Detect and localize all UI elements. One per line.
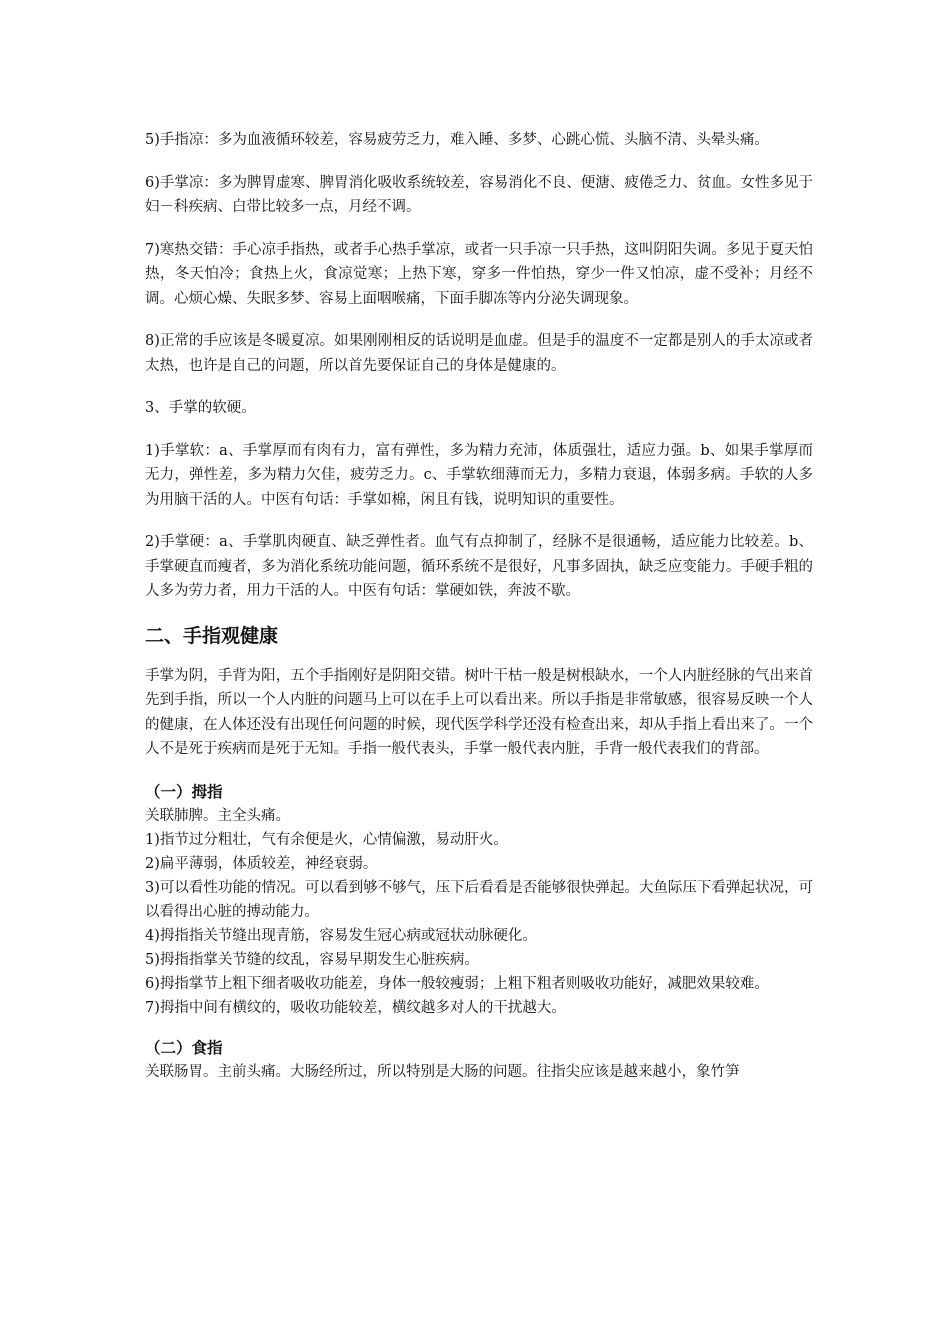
thumb-line: 2)扁平薄弱，体质较差，神经衰弱。: [145, 855, 378, 872]
document-page: [145, 128, 813, 1084]
index-finger-line: 关联肠胃。主前头痛。大肠经所过，所以特别是大肠的问题。往指尖应该是越来越小，象竹笋: [145, 1063, 740, 1080]
thumb-line: 5)拇指指掌关节缝的纹乱，容易早期发生心脏疾病。: [145, 951, 479, 968]
subheading-thumb: （一）拇指: [145, 782, 223, 801]
subheading-index-finger: （二）食指: [145, 1038, 223, 1057]
paragraph-hot-cold-mixed: 7)寒热交错：手心凉手指热，或者手心热手掌凉，或者一只手凉一只手热，这叫阴阳失调。多见于夏天怕热，冬天怕冷；食热上火，食凉觉寒；上热下寒，穿多一件怕热，穿少一件又怕凉，虚不受补；月经不调。心烦心燥、失眠多梦、容易上面咽喉痛，下面手脚冻等内分泌失调现象。: [145, 241, 813, 307]
paragraph-cold-palm: 6)手掌凉：多为脾胃虚寒、脾胃消化吸收系统较差，容易消化不良、便溏、疲倦乏力、贫血。女性多见于妇－科疾病、白带比较多一点，月经不调。: [145, 174, 813, 215]
paragraph-hard-palm: 2)手掌硬：a、手掌肌肉硬直、缺乏弹性者。血气有点抑制了，经脉不是很通畅，适应能力比较差。b、手掌硬直而瘦者，多为消化系统功能问题，循环系统不是很好，凡事多固执，缺乏应变能力。手硬手粗的人多为劳力者，用力干活的人。中医有句话：掌硬如铁，奔波不歇。: [145, 534, 813, 599]
thumb-line: 关联肺脾。主全头痛。: [145, 807, 290, 824]
thumb-line: 4)拇指指关节缝出现青筋，容易发生冠心病或冠状动脉硬化。: [145, 927, 537, 944]
paragraph-fingers-intro: 手掌为阴，手背为阳，五个手指刚好是阴阳交错。树叶干枯一般是树根缺水，一个人内脏经脉的气出来首先到手指，所以一个人内脏的问题马上可以在手上可以看出来。所以手指是非常敏感，很容易反映一个人的健康，在人体还没有出现任何问题的时候，现代医学科学还没有检查出来，却从手指上看出来了。一个人不是死于疾病而是死于无知。手指一般代表头，手掌一般代表内脏，手背一般代表我们的背部。: [145, 667, 813, 757]
thumb-line: 1)指节过分粗壮，气有余便是火，心情偏激，易动肝火。: [145, 831, 508, 848]
thumb-line: 7)拇指中间有横纹的，吸收功能较差，横纹越多对人的干扰越大。: [145, 999, 566, 1016]
paragraph-soft-palm: 1)手掌软：a、手掌厚而有肉有力，富有弹性，多为精力充沛，体质强壮，适应力强。b、如果手掌厚而无力，弹性差，多为精力欠佳，疲劳乏力。c、手掌软细薄而无力，多精力衰退，体弱多病。手软的人多为用脑干活的人。中医有句话：手掌如棉，闲且有钱，说明知识的重要性。: [145, 442, 813, 508]
paragraph-normal-hand: 8)正常的手应该是冬暖夏凉。如果刚刚相反的话说明是血虚。但是手的温度不一定都是别人的手太凉或者太热，也许是自己的问题，所以首先要保证自己的身体是健康的。: [145, 333, 813, 374]
thumb-line: 6)拇指掌节上粗下细者吸收功能差，身体一般较瘦弱；上粗下粗者则吸收功能好，减肥效果较难。: [145, 975, 769, 992]
paragraph-palm-firmness-title: 3、手掌的软硬。: [145, 400, 256, 416]
section-heading-fingers-health: 二、手指观健康: [145, 624, 279, 647]
paragraph-cold-fingers: 5)手指凉：多为血液循环较差，容易疲劳乏力，难入睡、多梦、心跳心慌、头脑不清、头晕头痛。: [145, 132, 769, 148]
thumb-line: 3)可以看性功能的情况。可以看到够不够气，压下后看看是否能够很快弹起。大鱼际压下看弹起状况，可以看得出心脏的搏动能力。: [145, 879, 813, 920]
